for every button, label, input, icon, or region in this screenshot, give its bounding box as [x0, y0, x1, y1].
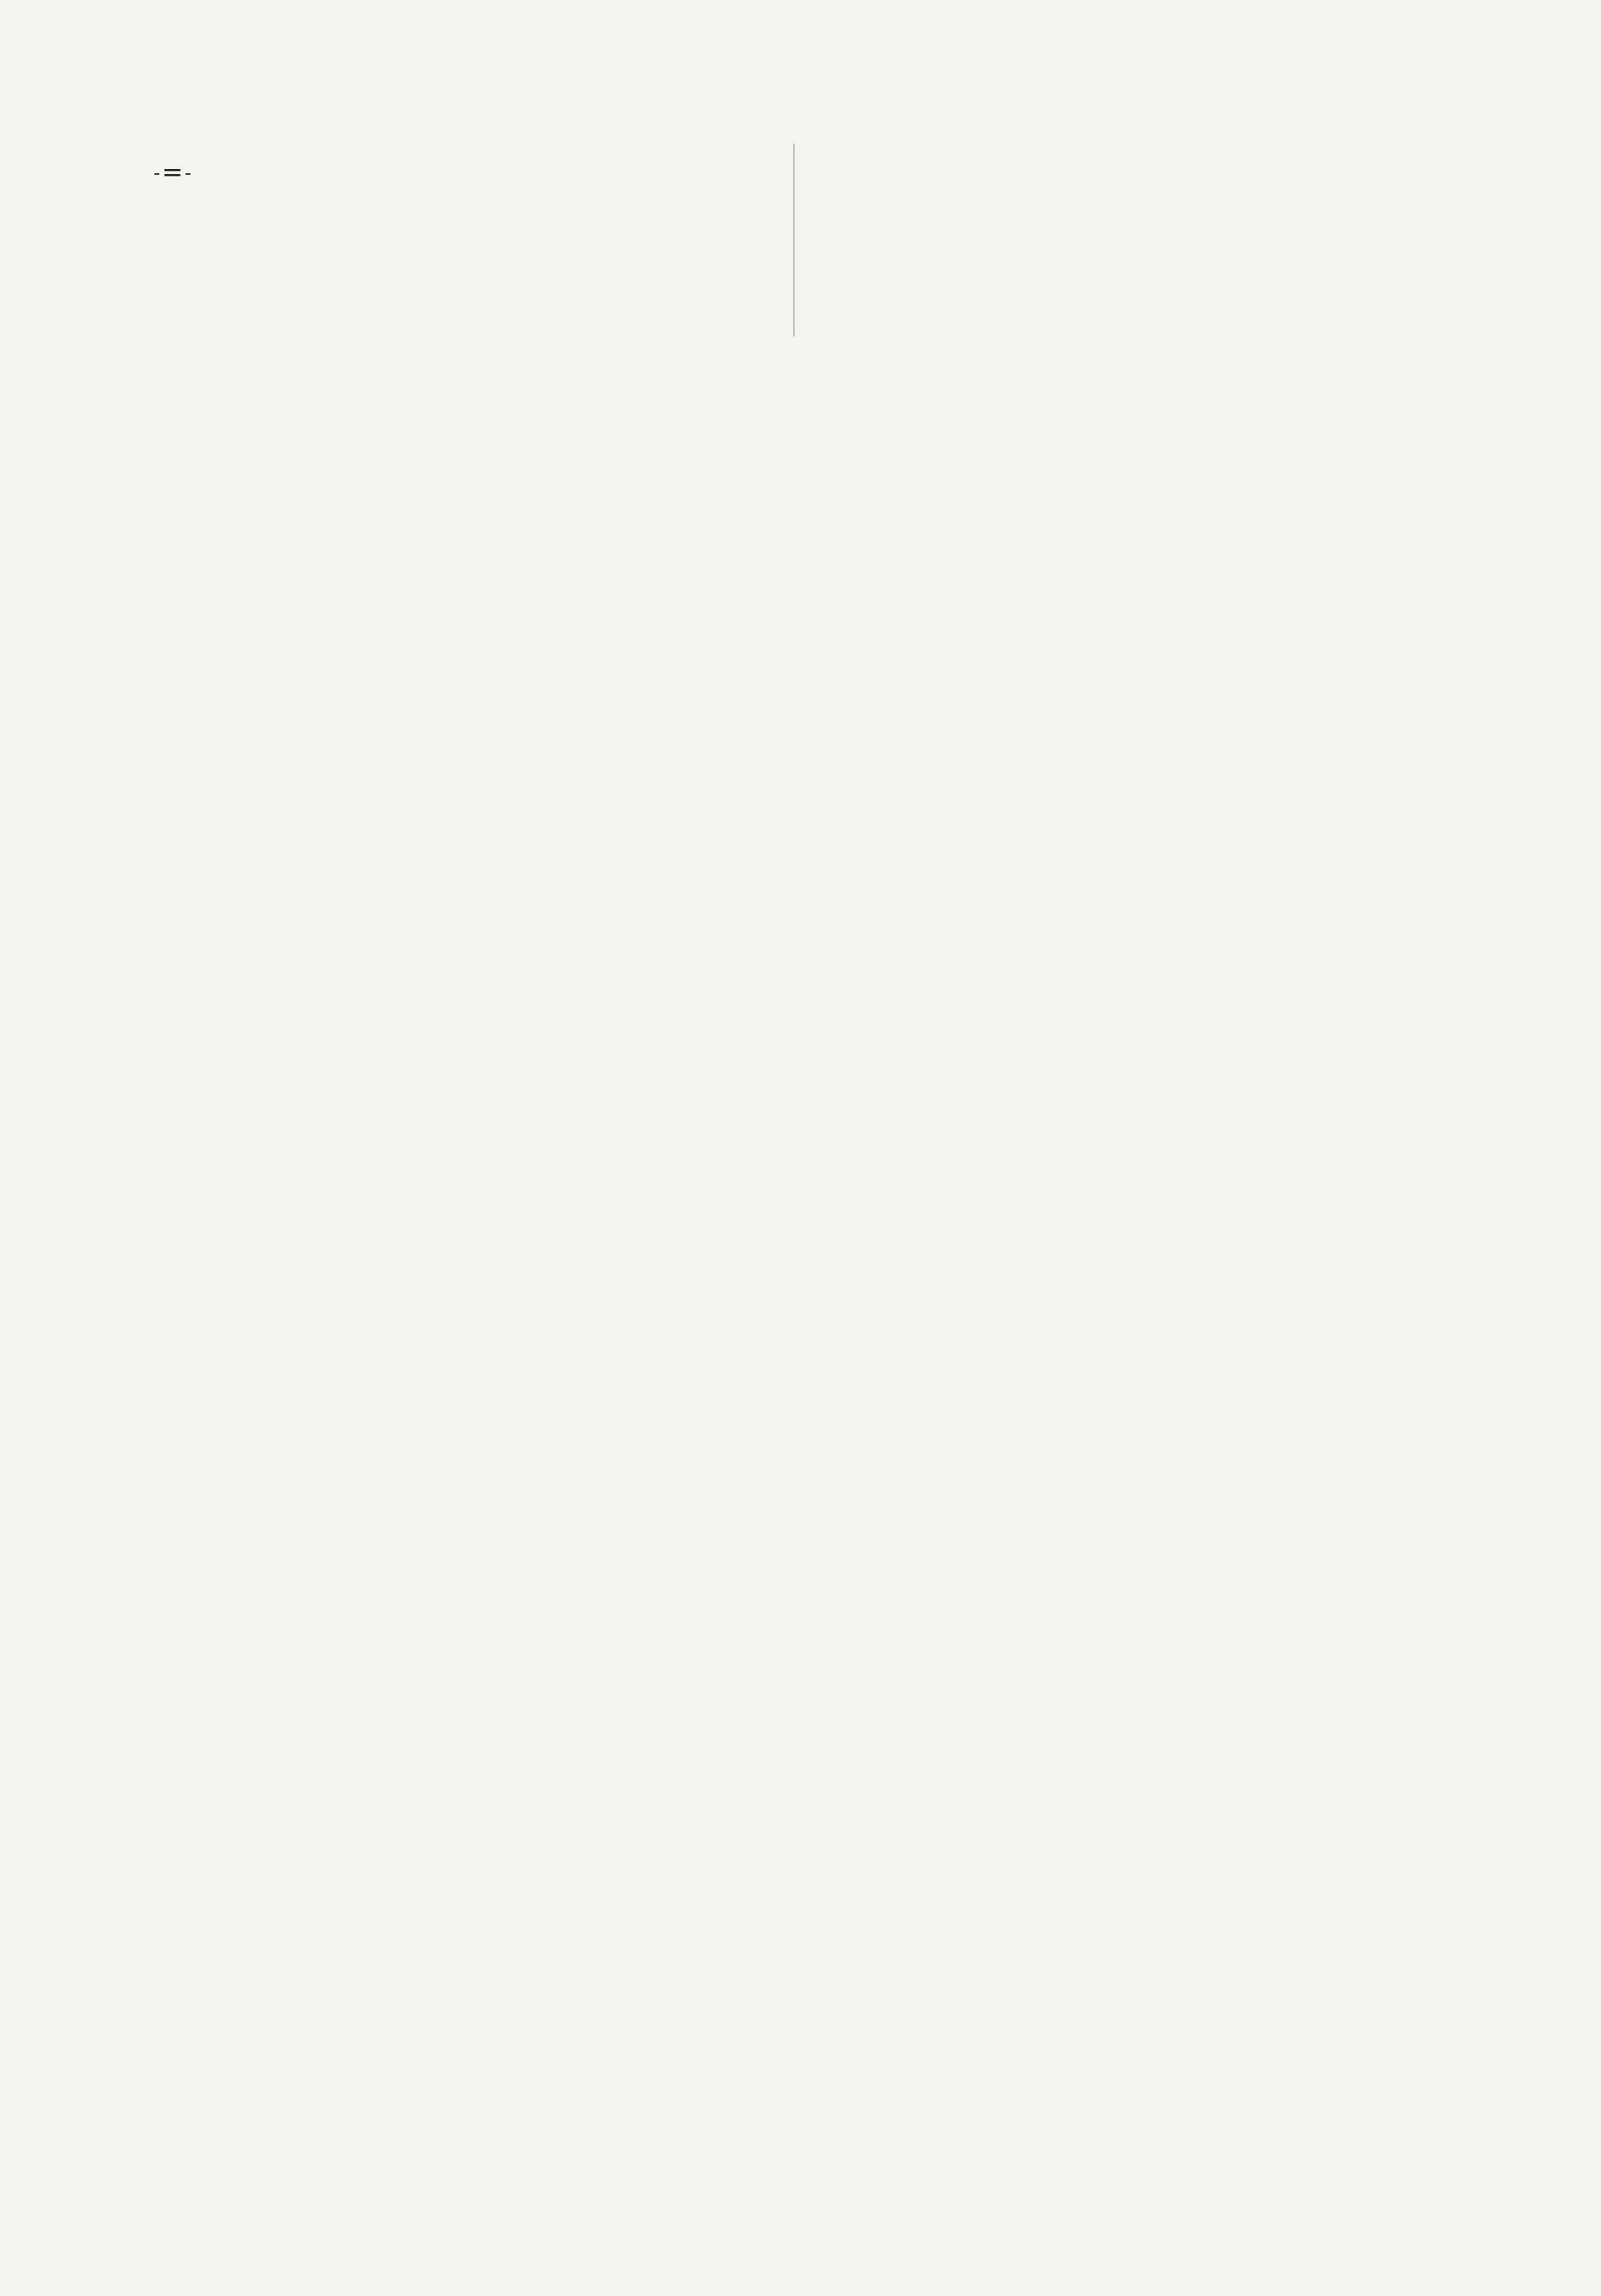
equation-2: = [152, 148, 193, 197]
frac-num [186, 173, 190, 175]
frac-num [154, 173, 159, 175]
column-divider [793, 144, 795, 337]
